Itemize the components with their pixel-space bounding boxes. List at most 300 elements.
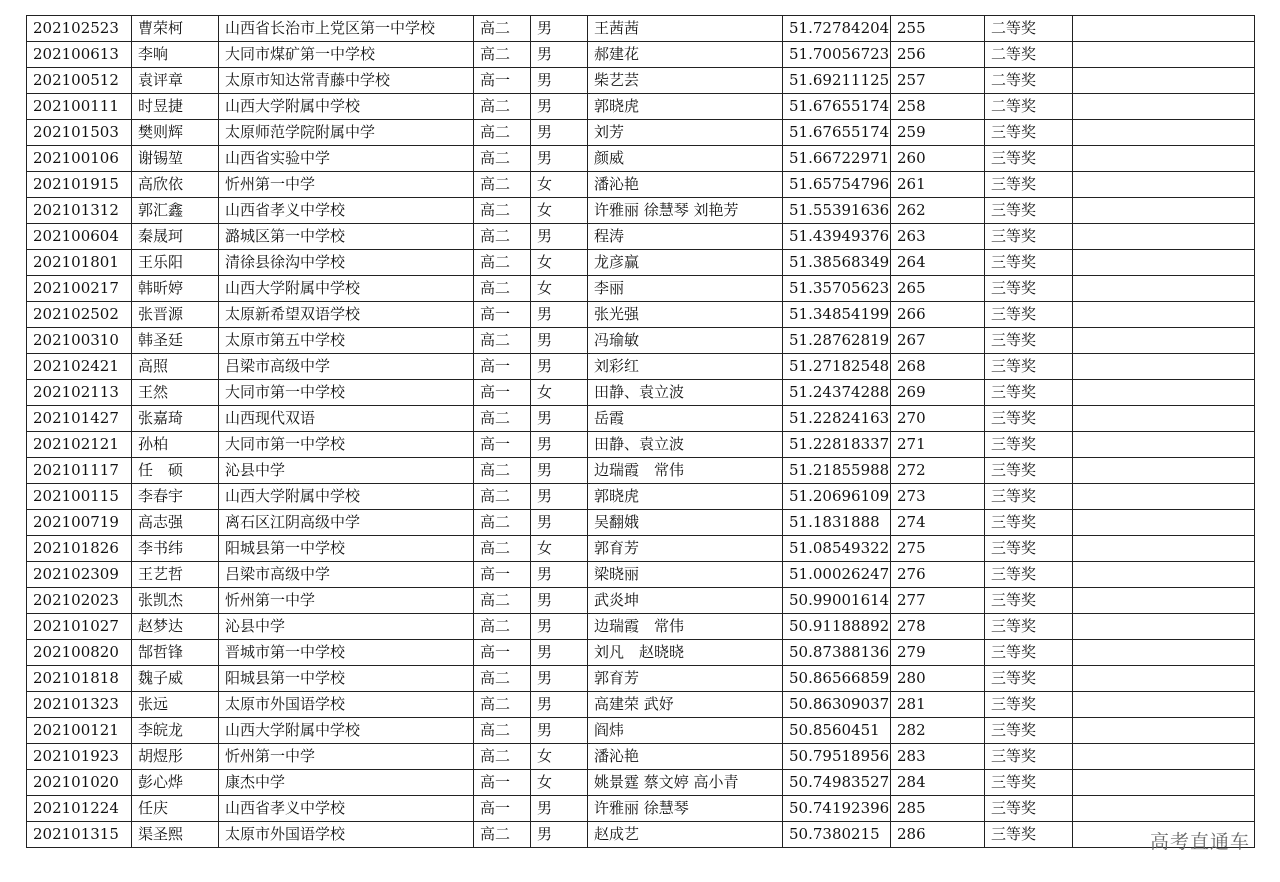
score-cell: 51.28762819 [783, 328, 891, 354]
note-cell [1073, 614, 1255, 640]
grade-cell: 高二 [474, 666, 531, 692]
table-row [27, 276, 1255, 302]
note-cell [1073, 510, 1255, 536]
id-cell: 202100111 [27, 94, 132, 120]
table-row [27, 458, 1255, 484]
id-cell: 202100115 [27, 484, 132, 510]
name-cell: 渠圣熙 [132, 822, 219, 848]
score-cell: 51.34854199 [783, 302, 891, 328]
grade-cell: 高二 [474, 198, 531, 224]
name-cell: 郭汇鑫 [132, 198, 219, 224]
id-cell: 202102121 [27, 432, 132, 458]
teacher-cell: 龙彦赢 [588, 250, 783, 276]
rank-cell: 262 [891, 198, 985, 224]
note-cell [1073, 224, 1255, 250]
school-cell: 清徐县徐沟中学校 [219, 250, 474, 276]
award-cell: 三等奖 [985, 172, 1073, 198]
school-cell: 忻州第一中学 [219, 744, 474, 770]
table-row [27, 614, 1255, 640]
id-cell: 202101117 [27, 458, 132, 484]
award-cell: 三等奖 [985, 640, 1073, 666]
grade-cell: 高二 [474, 120, 531, 146]
award-cell: 三等奖 [985, 458, 1073, 484]
award-cell: 三等奖 [985, 380, 1073, 406]
note-cell [1073, 432, 1255, 458]
teacher-cell: 冯瑜敏 [588, 328, 783, 354]
note-cell [1073, 302, 1255, 328]
grade-cell: 高二 [474, 42, 531, 68]
school-cell: 阳城县第一中学校 [219, 536, 474, 562]
table-row [27, 250, 1255, 276]
name-cell: 张远 [132, 692, 219, 718]
note-cell [1073, 536, 1255, 562]
score-cell: 51.22824163 [783, 406, 891, 432]
grade-cell: 高二 [474, 172, 531, 198]
award-cell: 三等奖 [985, 354, 1073, 380]
school-cell: 太原市第五中学校 [219, 328, 474, 354]
rank-cell: 255 [891, 16, 985, 42]
note-cell [1073, 640, 1255, 666]
grade-cell: 高二 [474, 718, 531, 744]
name-cell: 张嘉琦 [132, 406, 219, 432]
award-cell: 三等奖 [985, 744, 1073, 770]
note-cell [1073, 68, 1255, 94]
teacher-cell: 郭晓虎 [588, 94, 783, 120]
table-row [27, 718, 1255, 744]
id-cell: 202102502 [27, 302, 132, 328]
school-cell: 忻州第一中学 [219, 588, 474, 614]
school-cell: 山西大学附属中学校 [219, 276, 474, 302]
grade-cell: 高一 [474, 302, 531, 328]
note-cell [1073, 744, 1255, 770]
rank-cell: 263 [891, 224, 985, 250]
table-row [27, 146, 1255, 172]
school-cell: 山西大学附属中学校 [219, 484, 474, 510]
school-cell: 太原市知达常青藤中学校 [219, 68, 474, 94]
gender-cell: 男 [531, 614, 588, 640]
table-row [27, 328, 1255, 354]
award-cell: 二等奖 [985, 68, 1073, 94]
teacher-cell: 刘彩红 [588, 354, 783, 380]
gender-cell: 男 [531, 16, 588, 42]
school-cell: 潞城区第一中学校 [219, 224, 474, 250]
grade-cell: 高二 [474, 588, 531, 614]
score-cell: 50.74192396 [783, 796, 891, 822]
gender-cell: 男 [531, 458, 588, 484]
grade-cell: 高一 [474, 432, 531, 458]
gender-cell: 女 [531, 770, 588, 796]
name-cell: 彭心烨 [132, 770, 219, 796]
teacher-cell: 李丽 [588, 276, 783, 302]
note-cell [1073, 380, 1255, 406]
score-cell: 50.86309037 [783, 692, 891, 718]
school-cell: 山西省实验中学 [219, 146, 474, 172]
school-cell: 晋城市第一中学校 [219, 640, 474, 666]
table-row [27, 302, 1255, 328]
table-row [27, 484, 1255, 510]
score-cell: 51.43949376 [783, 224, 891, 250]
rank-cell: 257 [891, 68, 985, 94]
gender-cell: 男 [531, 822, 588, 848]
name-cell: 任庆 [132, 796, 219, 822]
name-cell: 高欣依 [132, 172, 219, 198]
note-cell [1073, 718, 1255, 744]
score-cell: 50.87388136 [783, 640, 891, 666]
school-cell: 太原市外国语学校 [219, 692, 474, 718]
school-cell: 太原师范学院附属中学 [219, 120, 474, 146]
teacher-cell: 王茜茜 [588, 16, 783, 42]
id-cell: 202100512 [27, 68, 132, 94]
teacher-cell: 许雅丽 徐慧琴 刘艳芳 [588, 198, 783, 224]
table-row [27, 354, 1255, 380]
grade-cell: 高一 [474, 796, 531, 822]
score-cell: 51.65754796 [783, 172, 891, 198]
gender-cell: 男 [531, 796, 588, 822]
award-cell: 三等奖 [985, 822, 1073, 848]
teacher-cell: 姚景霆 蔡文婷 高小青 [588, 770, 783, 796]
score-cell: 51.70056723 [783, 42, 891, 68]
rank-cell: 265 [891, 276, 985, 302]
gender-cell: 男 [531, 328, 588, 354]
score-cell: 51.27182548 [783, 354, 891, 380]
name-cell: 高照 [132, 354, 219, 380]
name-cell: 韩圣廷 [132, 328, 219, 354]
score-cell: 51.55391636 [783, 198, 891, 224]
name-cell: 王乐阳 [132, 250, 219, 276]
note-cell [1073, 172, 1255, 198]
gender-cell: 男 [531, 588, 588, 614]
award-cell: 三等奖 [985, 198, 1073, 224]
table-row [27, 692, 1255, 718]
grade-cell: 高二 [474, 744, 531, 770]
score-cell: 51.38568349 [783, 250, 891, 276]
id-cell: 202101312 [27, 198, 132, 224]
award-cell: 三等奖 [985, 770, 1073, 796]
score-cell: 51.67655174 [783, 94, 891, 120]
table-row [27, 796, 1255, 822]
table-row [27, 640, 1255, 666]
table-row [27, 406, 1255, 432]
score-cell: 50.91188892 [783, 614, 891, 640]
rank-cell: 273 [891, 484, 985, 510]
table-row [27, 432, 1255, 458]
award-cell: 三等奖 [985, 588, 1073, 614]
name-cell: 高志强 [132, 510, 219, 536]
score-cell: 50.86566859 [783, 666, 891, 692]
grade-cell: 高一 [474, 770, 531, 796]
name-cell: 时昱捷 [132, 94, 219, 120]
id-cell: 202100217 [27, 276, 132, 302]
award-cell: 三等奖 [985, 718, 1073, 744]
score-cell: 51.72784204 [783, 16, 891, 42]
score-cell: 51.1831888 [783, 510, 891, 536]
rank-cell: 284 [891, 770, 985, 796]
gender-cell: 男 [531, 432, 588, 458]
rank-cell: 260 [891, 146, 985, 172]
gender-cell: 男 [531, 718, 588, 744]
grade-cell: 高一 [474, 562, 531, 588]
teacher-cell: 颜威 [588, 146, 783, 172]
teacher-cell: 边瑞霞 常伟 [588, 458, 783, 484]
table-row [27, 380, 1255, 406]
note-cell [1073, 796, 1255, 822]
award-cell: 三等奖 [985, 120, 1073, 146]
grade-cell: 高二 [474, 484, 531, 510]
grade-cell: 高一 [474, 640, 531, 666]
award-cell: 三等奖 [985, 510, 1073, 536]
table-row [27, 198, 1255, 224]
name-cell: 李春宇 [132, 484, 219, 510]
rank-cell: 267 [891, 328, 985, 354]
table-row [27, 822, 1255, 848]
gender-cell: 男 [531, 94, 588, 120]
rank-cell: 256 [891, 42, 985, 68]
award-cell: 三等奖 [985, 328, 1073, 354]
award-cell: 三等奖 [985, 614, 1073, 640]
name-cell: 任 硕 [132, 458, 219, 484]
id-cell: 202101826 [27, 536, 132, 562]
school-cell: 康杰中学 [219, 770, 474, 796]
grade-cell: 高二 [474, 822, 531, 848]
score-cell: 50.8560451 [783, 718, 891, 744]
rank-cell: 282 [891, 718, 985, 744]
award-cell: 三等奖 [985, 302, 1073, 328]
award-cell: 三等奖 [985, 692, 1073, 718]
id-cell: 202101818 [27, 666, 132, 692]
rank-cell: 275 [891, 536, 985, 562]
grade-cell: 高二 [474, 16, 531, 42]
award-cell: 三等奖 [985, 666, 1073, 692]
name-cell: 李书纬 [132, 536, 219, 562]
name-cell: 魏子威 [132, 666, 219, 692]
school-cell: 太原市外国语学校 [219, 822, 474, 848]
rank-cell: 268 [891, 354, 985, 380]
table-row [27, 744, 1255, 770]
score-cell: 51.22818337 [783, 432, 891, 458]
name-cell: 孙柏 [132, 432, 219, 458]
gender-cell: 女 [531, 380, 588, 406]
note-cell [1073, 94, 1255, 120]
note-cell [1073, 458, 1255, 484]
id-cell: 202101323 [27, 692, 132, 718]
gender-cell: 男 [531, 484, 588, 510]
id-cell: 202101027 [27, 614, 132, 640]
teacher-cell: 边瑞霞 常伟 [588, 614, 783, 640]
table-row [27, 588, 1255, 614]
teacher-cell: 阎炜 [588, 718, 783, 744]
rank-cell: 272 [891, 458, 985, 484]
name-cell: 王艺哲 [132, 562, 219, 588]
grade-cell: 高二 [474, 406, 531, 432]
rank-cell: 278 [891, 614, 985, 640]
note-cell [1073, 770, 1255, 796]
score-cell: 50.79518956 [783, 744, 891, 770]
rank-cell: 269 [891, 380, 985, 406]
teacher-cell: 郝建花 [588, 42, 783, 68]
name-cell: 李皖龙 [132, 718, 219, 744]
teacher-cell: 刘芳 [588, 120, 783, 146]
school-cell: 山西大学附属中学校 [219, 94, 474, 120]
name-cell: 王然 [132, 380, 219, 406]
school-cell: 山西省孝义中学校 [219, 198, 474, 224]
award-cell: 三等奖 [985, 432, 1073, 458]
id-cell: 202102523 [27, 16, 132, 42]
school-cell: 山西大学附属中学校 [219, 718, 474, 744]
table-row [27, 536, 1255, 562]
school-cell: 沁县中学 [219, 614, 474, 640]
award-table [26, 15, 1255, 848]
gender-cell: 女 [531, 744, 588, 770]
teacher-cell: 田静、袁立波 [588, 432, 783, 458]
name-cell: 樊则辉 [132, 120, 219, 146]
id-cell: 202102421 [27, 354, 132, 380]
school-cell: 忻州第一中学 [219, 172, 474, 198]
score-cell: 51.35705623 [783, 276, 891, 302]
name-cell: 曹荣柯 [132, 16, 219, 42]
score-cell: 51.21855988 [783, 458, 891, 484]
score-cell: 50.7380215 [783, 822, 891, 848]
grade-cell: 高二 [474, 692, 531, 718]
gender-cell: 女 [531, 250, 588, 276]
note-cell [1073, 146, 1255, 172]
note-cell [1073, 354, 1255, 380]
table-body [27, 16, 1255, 848]
rank-cell: 258 [891, 94, 985, 120]
id-cell: 202101020 [27, 770, 132, 796]
id-cell: 202101801 [27, 250, 132, 276]
id-cell: 202101915 [27, 172, 132, 198]
school-cell: 离石区江阴高级中学 [219, 510, 474, 536]
note-cell [1073, 588, 1255, 614]
teacher-cell: 吴翻娥 [588, 510, 783, 536]
teacher-cell: 许雅丽 徐慧琴 [588, 796, 783, 822]
gender-cell: 女 [531, 198, 588, 224]
name-cell: 张晋源 [132, 302, 219, 328]
id-cell: 202101315 [27, 822, 132, 848]
id-cell: 202100613 [27, 42, 132, 68]
school-cell: 大同市煤矿第一中学校 [219, 42, 474, 68]
note-cell [1073, 198, 1255, 224]
table-row [27, 68, 1255, 94]
score-cell: 51.66722971 [783, 146, 891, 172]
grade-cell: 高二 [474, 536, 531, 562]
award-cell: 三等奖 [985, 406, 1073, 432]
rank-cell: 283 [891, 744, 985, 770]
grade-cell: 高一 [474, 68, 531, 94]
school-cell: 山西省长治市上党区第一中学校 [219, 16, 474, 42]
table-row [27, 666, 1255, 692]
award-cell: 三等奖 [985, 224, 1073, 250]
note-cell [1073, 692, 1255, 718]
teacher-cell: 赵成艺 [588, 822, 783, 848]
gender-cell: 男 [531, 354, 588, 380]
teacher-cell: 岳霞 [588, 406, 783, 432]
teacher-cell: 郭育芳 [588, 666, 783, 692]
gender-cell: 男 [531, 120, 588, 146]
gender-cell: 男 [531, 224, 588, 250]
school-cell: 太原新希望双语学校 [219, 302, 474, 328]
table-row [27, 94, 1255, 120]
school-cell: 吕梁市高级中学 [219, 354, 474, 380]
id-cell: 202100121 [27, 718, 132, 744]
teacher-cell: 高建荣 武妤 [588, 692, 783, 718]
teacher-cell: 程涛 [588, 224, 783, 250]
award-cell: 二等奖 [985, 42, 1073, 68]
table-row [27, 42, 1255, 68]
name-cell: 胡煜彤 [132, 744, 219, 770]
teacher-cell: 潘沁艳 [588, 744, 783, 770]
grade-cell: 高一 [474, 354, 531, 380]
rank-cell: 281 [891, 692, 985, 718]
watermark: 高考直通车 [1149, 831, 1250, 853]
gender-cell: 男 [531, 42, 588, 68]
rank-cell: 261 [891, 172, 985, 198]
rank-cell: 280 [891, 666, 985, 692]
grade-cell: 高二 [474, 276, 531, 302]
award-cell: 二等奖 [985, 94, 1073, 120]
award-cell: 三等奖 [985, 562, 1073, 588]
gender-cell: 女 [531, 172, 588, 198]
note-cell [1073, 276, 1255, 302]
teacher-cell: 武炎坤 [588, 588, 783, 614]
rank-cell: 264 [891, 250, 985, 276]
id-cell: 202101224 [27, 796, 132, 822]
gender-cell: 男 [531, 302, 588, 328]
score-cell: 51.00026247 [783, 562, 891, 588]
table-row [27, 172, 1255, 198]
note-cell [1073, 42, 1255, 68]
gender-cell: 男 [531, 146, 588, 172]
name-cell: 李响 [132, 42, 219, 68]
score-cell: 50.99001614 [783, 588, 891, 614]
table-row [27, 16, 1255, 42]
gender-cell: 男 [531, 666, 588, 692]
rank-cell: 286 [891, 822, 985, 848]
score-cell: 51.67655174 [783, 120, 891, 146]
school-cell: 吕梁市高级中学 [219, 562, 474, 588]
grade-cell: 高二 [474, 146, 531, 172]
note-cell [1073, 120, 1255, 146]
teacher-cell: 张光强 [588, 302, 783, 328]
name-cell: 袁评章 [132, 68, 219, 94]
teacher-cell: 田静、袁立波 [588, 380, 783, 406]
score-cell: 51.20696109 [783, 484, 891, 510]
gender-cell: 女 [531, 536, 588, 562]
name-cell: 赵梦达 [132, 614, 219, 640]
gender-cell: 男 [531, 692, 588, 718]
award-cell: 三等奖 [985, 250, 1073, 276]
grade-cell: 高二 [474, 510, 531, 536]
score-cell: 50.74983527 [783, 770, 891, 796]
score-cell: 51.08549322 [783, 536, 891, 562]
id-cell: 202102023 [27, 588, 132, 614]
gender-cell: 男 [531, 68, 588, 94]
table-row [27, 770, 1255, 796]
note-cell [1073, 328, 1255, 354]
rank-cell: 279 [891, 640, 985, 666]
table-row [27, 562, 1255, 588]
rank-cell: 277 [891, 588, 985, 614]
teacher-cell: 刘凡 赵晓晓 [588, 640, 783, 666]
rank-cell: 259 [891, 120, 985, 146]
school-cell: 沁县中学 [219, 458, 474, 484]
grade-cell: 高二 [474, 458, 531, 484]
id-cell: 202101503 [27, 120, 132, 146]
gender-cell: 男 [531, 562, 588, 588]
award-cell: 三等奖 [985, 146, 1073, 172]
gender-cell: 男 [531, 510, 588, 536]
grade-cell: 高二 [474, 328, 531, 354]
